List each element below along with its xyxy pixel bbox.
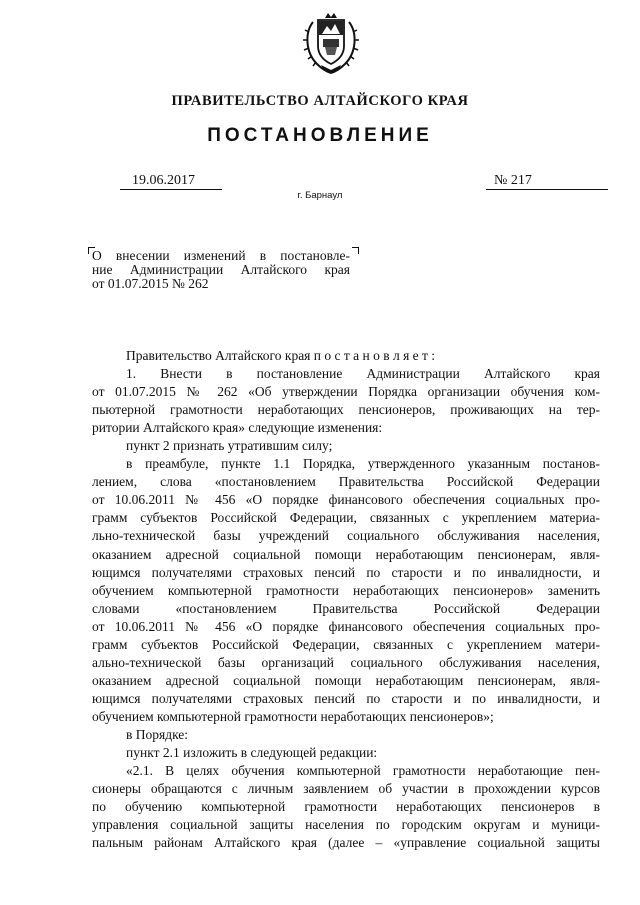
body-line: в Порядке: [126, 726, 189, 742]
body-line: грамм субъектов Российской Федерации, связанных с укреплением материа- [92, 510, 600, 526]
subject-right-bracket [352, 247, 359, 254]
body-line: в преамбуле, пункте 1.1 Порядка, утвержденного указанным постанов- [126, 456, 600, 472]
body-line: от 10.06.2011 № 456 «О порядке финансового обеспечения социальных про- [92, 492, 600, 508]
body-line: управления социальной защиты населения по городским округам и муници- [92, 817, 600, 833]
body-line: лением, слова «постановлением Правительства Российской Федерации [92, 474, 600, 490]
body-line: пальным районам Алтайского края (далее – «управление социальной защиты [92, 835, 600, 851]
subject-line: от 01.07.2015 № 262 [92, 276, 209, 291]
body-line: 1. Внести в постановление Администрации Алтайского края [126, 366, 600, 382]
body-line: от 01.07.2015 № 262 «Об утверждении Порядка организации обучения ком- [92, 384, 600, 400]
body-line: пункт 2.1 изложить в следующей редакции: [126, 745, 378, 761]
body-line: ющимся получателями страховых пенсий по старости и по инвалидности, и [92, 690, 600, 706]
body-line: пункт 2 признать утратившим силу; [126, 438, 333, 454]
body-line: обучением компьютерной грамотности неработающих пенсионеров» заменить [92, 582, 600, 598]
body-line: обучением компьютерной грамотности неработающих пенсионеров»; [92, 708, 494, 724]
body-line: оказанием адресной социальной помощи неработающим пенсионерам, явля- [92, 672, 600, 688]
body-line: грамм субъектов Российской Федерации, связанных с укреплением матери- [92, 636, 600, 652]
document-date: 19.06.2017 [120, 173, 222, 190]
body-line: сионеры обращаются с личным заявлением об участии в прохождении курсов [92, 781, 600, 797]
subject-line: ние Администрации Алтайского края [92, 262, 350, 277]
document-city: г. Барнаул [297, 190, 343, 201]
body-line: Правительство Алтайского края п о с т а н о в л я е т : [126, 348, 436, 363]
body-line: ально-технической базы организаций социального обслуживания населения, [92, 654, 600, 670]
body-line: пьютерной грамотности неработающих пенсионеров, проживающих на тер- [92, 402, 600, 418]
document-type-title: ПОСТАНОВЛЕНИЕ [207, 125, 433, 146]
coat-of-arms-emblem [301, 8, 361, 76]
body-line: ритории Алтайского края» следующие изменения: [92, 420, 383, 436]
body-line: оказанием адресной социальной помощи неработающим пенсионерам, явля- [92, 546, 600, 562]
body-line: по обучению компьютерной грамотности неработающих пенсионеров в [92, 799, 600, 815]
body-line: словами «постановлением Правительства Российской Федерации [92, 600, 600, 616]
authority-name: ПРАВИТЕЛЬСТВО АЛТАЙСКОГО КРАЯ [171, 93, 469, 109]
document-subject [92, 249, 350, 291]
document-body [92, 347, 600, 852]
body-line: от 10.06.2011 № 456 «О порядке финансового обеспечения социальных про- [92, 618, 600, 634]
subject-line: О внесении изменений в постановле- [92, 248, 350, 263]
body-line: «2.1. В целях обучения компьютерной грамотности неработающие пен- [126, 763, 600, 779]
body-line: ющимся получателями страховых пенсий по старости и по инвалидности, и [92, 564, 600, 580]
document-number: № 217 [486, 173, 608, 190]
body-line: льно-технической базы учреждений социального обслуживания населения, [92, 528, 600, 544]
